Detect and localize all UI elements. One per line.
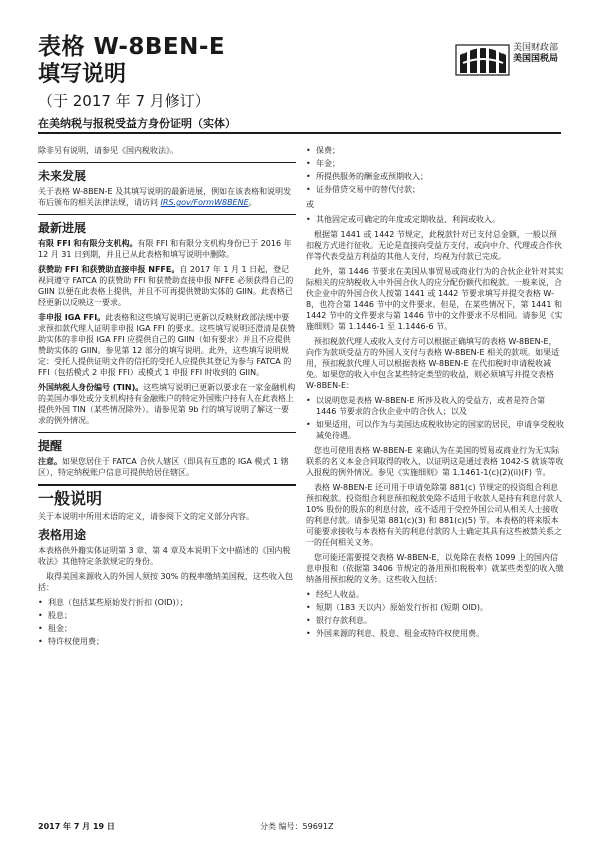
- list-item: • 如果适用，可以作为与美国达成税收协定的国家的居民，申请享受税收减免待遇。: [306, 419, 564, 441]
- list-item: • 其他固定或可确定的年度或定期收益、利润或收入。: [306, 214, 564, 225]
- paragraph: 根据第 1441 或 1442 节规定，此税款针对已支付总金额，一般以预扣税方式进行征收。无论是直接向受益方支付，或向中介、代理或合作伙伴等代表受益方利益的其他人支付，均视为付款已完成。: [306, 230, 562, 261]
- list-item: • 利息（包括某些原始发行折扣 (OID)）；: [38, 597, 296, 608]
- list-item: • 股息；: [38, 610, 296, 621]
- instructions-title: 填写说明: [38, 62, 127, 87]
- list-item: • 年金；: [306, 158, 564, 169]
- form-title: 表格 W-8BEN-E: [38, 34, 226, 60]
- divider: [38, 214, 296, 215]
- paragraph: 获赞助 FFI 和获赞助直接申报 NFFE。自 2017 年 1 月 1 日起，登记视同遵守 FATCA 的获赞助 FFI 和获赞助直接申报 NFFE 必须获得自己的 GIIN 以便在此表格上提供，并且不可再提供赞助实体的 GIIN。此表格已经更新以反映这一要求。: [38, 265, 294, 307]
- list-item: • 短期（183 天以内）原始发行折扣 (短期 OID)。: [306, 602, 564, 613]
- future-developments-heading: 未来发展: [38, 169, 87, 183]
- income-list: [306, 589, 564, 639]
- list-item: • 特许权使用费；: [38, 636, 296, 647]
- list-item: • 银行存款利息。: [306, 615, 564, 626]
- reminder-heading: 提醒: [38, 439, 63, 453]
- divider: [38, 432, 296, 433]
- list-item: • 经纪人收益。: [306, 589, 564, 600]
- footer-date: 2017 年 7 月 19 日: [38, 822, 115, 831]
- list-item: • 证券借贷交易中的替代付款；: [306, 184, 564, 195]
- paragraph: 表格 W-8BEN-E 还可用于申请免除第 881(c) 节规定的投资组合利息预扣税款。投资组合利息预扣税款免除不适用于收款人是持有利息付款人 10% 股份的股东的利息付款，或不适用于受控外国公司从相关人士接收的利息付款。请参见第 881(c)(3) 和 881(c)(5) 节。本表格的将来版本可能要求接收与本表格有关的利息付款的人士确定其具有这些被禁关系之一的任何相关义务。: [306, 483, 562, 547]
- left-column: [38, 145, 296, 651]
- list-item: • 所提供服务的酬金或预期收入；: [306, 171, 564, 182]
- irs-link[interactable]: IRS.gov/FormW8BENE: [160, 198, 249, 207]
- right-column: [306, 145, 564, 643]
- income-list: [306, 214, 564, 225]
- paragraph: 有限 FFI 和有限分支机构。有限 FFI 和有限分支机构身份已于 2016 年 12 月 31 日到期，并且已从此表格和填写说明中删除。: [38, 239, 292, 259]
- general-text: 关于本说明中所用术语的定义，请参阅下文的定义部分内容。: [38, 512, 254, 521]
- purpose-text: 取得美国来源收入的外国人须按 30% 的税率缴纳美国税，这些收入包括：: [38, 572, 293, 592]
- divider: [38, 484, 296, 486]
- footer-catalog-number: 分类 编号：59691Z: [260, 822, 334, 831]
- divider: [38, 162, 296, 163]
- paragraph: 外国纳税人身份编号 (TIN)。这些填写说明已更新以要求在一家金融机构的美国办事处或分支机构持有金融账户的特定外国账户持有人在此表格上提供外国 TIN（某些情况除外）。请参见第 9b 行的填写说明了解这一要求的例外情况。: [38, 383, 296, 425]
- purpose-list: [306, 395, 564, 441]
- paragraph: 非申报 IGA FFI。此表格和这些填写说明已更新以反映财政部法规中要求预扣款代理人证明非申报 IGA FFI 的要求。这些填写说明还澄清是获赞助实体的非申报 IGA FFI 应提供自己的 GIIN（如有要求）并且不应提供赞助实体的 GIIN。参见第 12 部分的填写说明。此外，这些填写说明规定：受托人提供证明文件的信托的受托人应提供其登记为参与 FATCA 的 FFI（包括模式 2 申报 FFI）或模式 1 申报 FFI 时收到的 GIIN。: [38, 313, 296, 377]
- paragraph: 预扣税款代理人或收入支付方可以根据正确填写的表格 W-8BEN-E，向作为款项受益方的外国人支付与表格 W-8BEN-E 相关的款项。如果适用，预扣税款代理人可以根据表格 W-8BEN-E 在代扣税时申请税收减免。如果您的收入中包含某些特定类型的收益，则必须填写并提交表格 W-8BEN-E：: [306, 337, 560, 390]
- form-subtitle: 在美纳税与报税受益方身份证明（实体）: [38, 117, 236, 130]
- list-item: • 保费；: [306, 145, 564, 156]
- list-item: • 租金；: [38, 623, 296, 634]
- list-item: • 外国来源的利息、股息、租金或特许权使用费。: [306, 628, 564, 639]
- general-instructions-heading: 一般说明: [38, 489, 103, 508]
- or-text: 或: [306, 200, 314, 209]
- revision-date: （于 2017 年 7 月修订）: [38, 92, 210, 110]
- income-list: [306, 145, 564, 195]
- income-list: [38, 597, 296, 647]
- future-developments-text: 关于表格 W-8BEN-E 及其填写说明的最新进展，例如在该表格和说明发布后颁布的相关法律法规，请访问 IRS.gov/FormW8BENE。: [38, 187, 292, 207]
- agency-name: 美国财政部 美国国税局: [513, 43, 559, 64]
- purpose-heading: 表格用途: [38, 528, 87, 542]
- paragraph: 您也可使用表格 W-8BEN-E 来确认为在美国的贸易或商业行为无实际联系的名义本金合同取得的收入，以证明这是通过表格 1042-S 就该等收入报税的例外情况。参见《实施细则》第 1.1461-1(c)(2)(ii)(F) 节。: [306, 446, 564, 477]
- intro-text: 除非另有说明，请参见《国内税收法》。: [38, 146, 178, 155]
- paragraph: 您可能还需要提交表格 W-8BEN-E，以免除在表格 1099 上的国内信息申报和（依据第 3406 节规定的备用预扣税税率）就某些类型的收入缴纳备用预扣税的义务。这些收入包括：: [306, 553, 564, 584]
- header-rule: [38, 132, 561, 134]
- list-item: • 以说明您是表格 W-8BEN-E 所涉及收入的受益方，或者是符合第 1446 节要求的合伙企业中的合伙人；以及: [306, 395, 564, 417]
- paragraph: 此外，第 1446 节要求在美国从事贸易或商业行为的合伙企业针对其实际相关的应纳税收入中外国合伙人的应分配份额代扣税款。一般来说，合伙企业中的外国合伙人按第 1441 或 1442 节要求填写并提交表格 W-8，也符合第 1446 节中的文件要求。但是，在某些情况下，第 1441 和 1442 节中的文件要求与第 1446 节中的文件要求不尽相同。请参见《实施细则》第 1.1446-1 至 1.1446-6 节。: [306, 267, 564, 331]
- purpose-text: 本表格供外籍实体证明第 3 章、第 4 章及本说明下文中描述的《国内税收法》其他特定条款规定的身份。: [38, 546, 291, 566]
- reminder-text: 注意。如果您居住于 FATCA 合伙人辖区（即具有互惠的 IGA 模式 1 辖区），特定纳税账户信息可提供给居住辖区。: [38, 457, 289, 477]
- irs-eagle-logo-icon: [455, 43, 510, 77]
- latest-developments-heading: 最新进展: [38, 221, 87, 235]
